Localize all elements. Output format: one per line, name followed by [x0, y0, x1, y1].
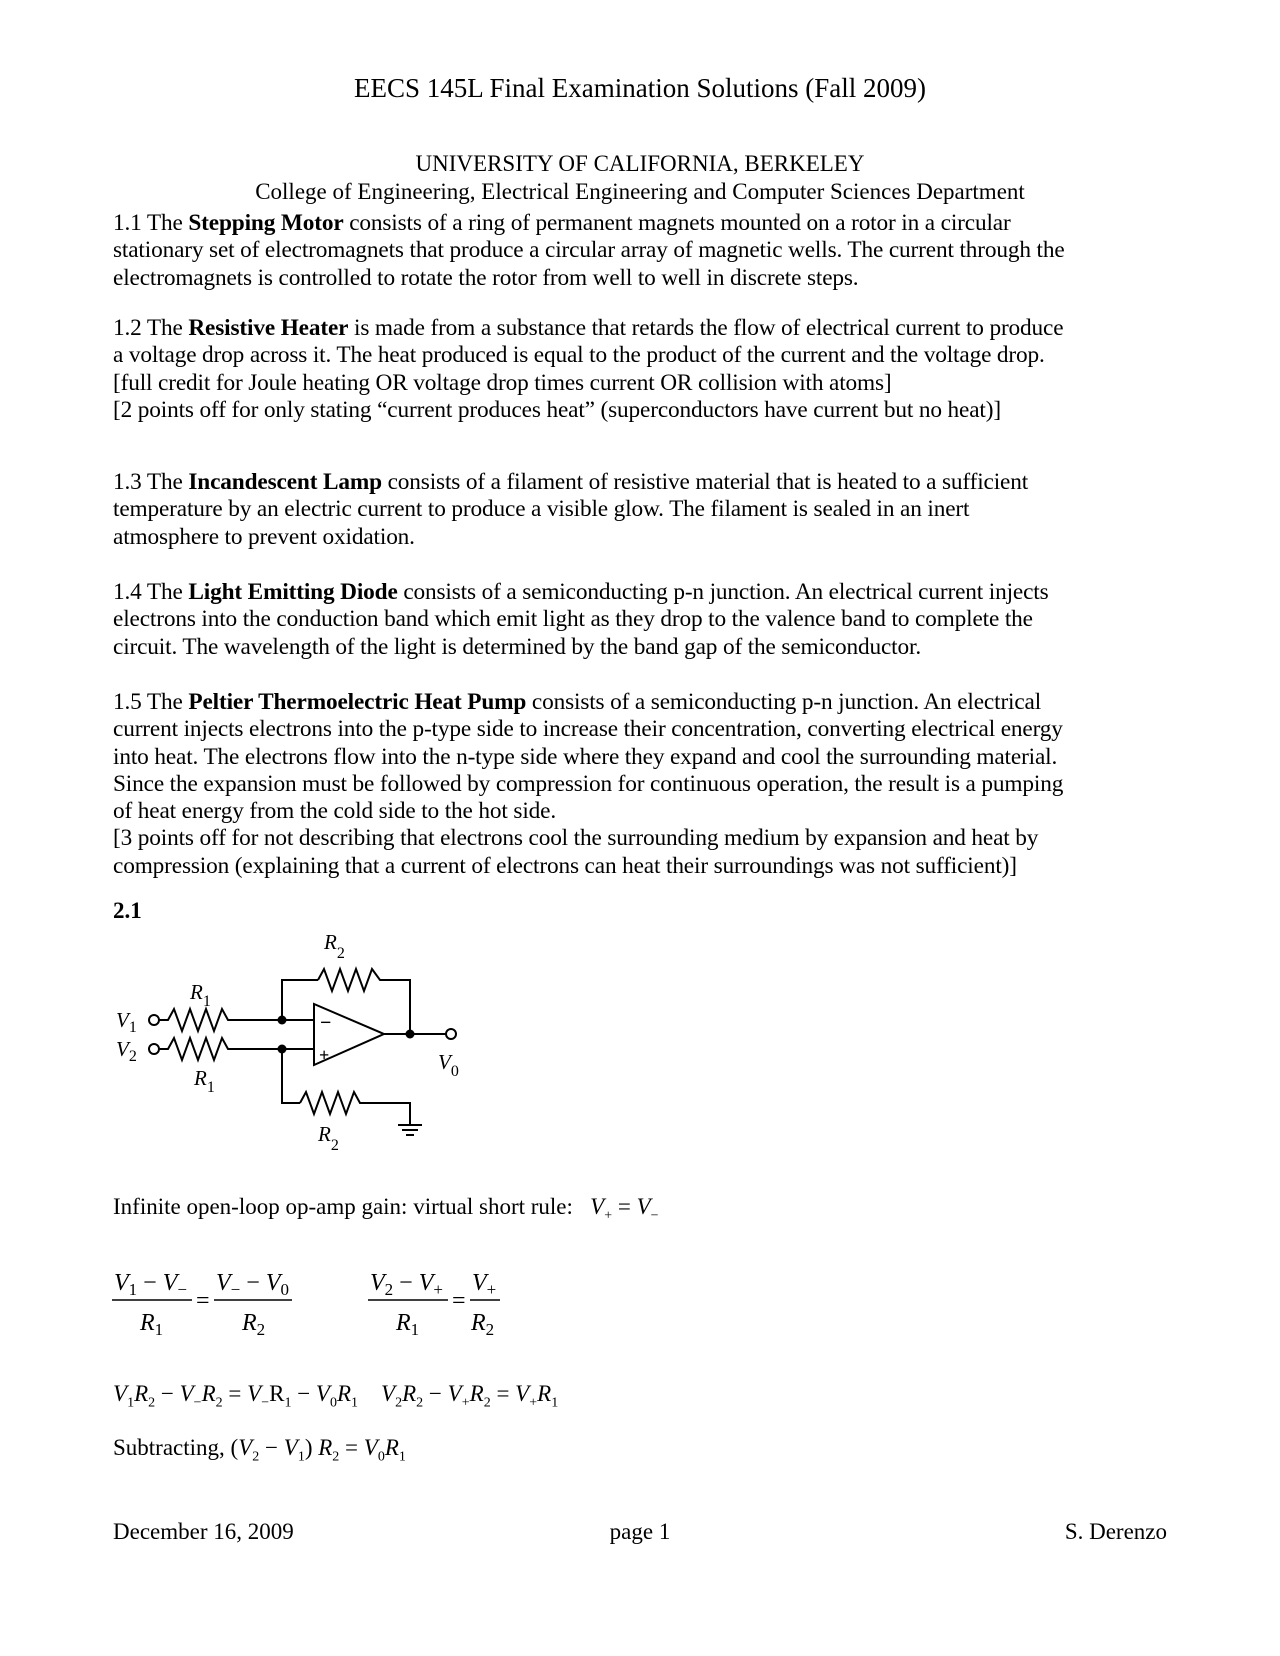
label-v0: $V_0$ — [438, 1050, 459, 1080]
section-line: electrons into the conduction band which emit light as they drop to the valence band to complete the — [113, 606, 1033, 633]
svg-text:V2 − V+: $V_2 - V_+$ — [370, 1270, 443, 1299]
label-r1-top: $R_1$ — [190, 980, 211, 1010]
footer-date: December 16, 2009 — [113, 1519, 294, 1544]
college-name: College of Engineering, Electrical Engineering and Computer Sciences Department — [255, 179, 1025, 204]
section-line: [2 points off for only stating “current produces heat” (superconductors have current but no heat)] — [113, 396, 1001, 423]
label-v2: $V_2$ — [116, 1037, 137, 1065]
section-number: 1.5 The — [113, 689, 189, 715]
section-line: consists of a semiconducting p-n junction. An electrical current injects — [397, 579, 1049, 605]
section-line: consists of a ring of permanent magnets mounted on a rotor in a circular — [343, 210, 1011, 236]
fraction-equations — [108, 1258, 548, 1348]
junction-dot-noninverting — [278, 1045, 287, 1054]
label-r1-bottom: $R_1$ — [194, 1066, 215, 1096]
footer-author: S. Derenzo — [1064, 1519, 1167, 1544]
section-line: electromagnets is controlled to rotate the rotor from well to well in discrete steps. — [113, 264, 859, 291]
fraction-a — [112, 1270, 192, 1339]
subtracting-result: Subtracting, $(V_2 - V_1) R_2 = V_0R_1$ — [113, 1435, 406, 1465]
section-number: 1.4 The — [113, 579, 189, 605]
ground-wire-left — [282, 1049, 300, 1103]
problem-heading: 2.1 — [113, 898, 142, 923]
svg-text:V+: $V_+$ — [472, 1270, 497, 1299]
op-amp-minus-sign: − — [320, 1012, 332, 1034]
equals-a: = — [196, 1288, 210, 1314]
section-term: Incandescent Lamp — [188, 469, 382, 495]
section-line: stationary set of electromagnets that produce a circular array of magnetic wells. The current through the — [113, 237, 1065, 264]
fraction-d — [470, 1270, 500, 1339]
section-line: of heat energy from the cold side to the hot side. — [113, 798, 557, 825]
equals-c: = — [452, 1288, 466, 1314]
university-name: UNIVERSITY OF CALIFORNIA, BERKELEY — [415, 151, 865, 176]
section-term: Stepping Motor — [188, 210, 344, 236]
section-line: Since the expansion must be followed by compression for continuous operation, the result is a pumping — [113, 770, 1064, 797]
fraction-c — [368, 1270, 448, 1339]
junction-dot-output — [406, 1030, 415, 1039]
v-minus-sub: − — [650, 1208, 659, 1224]
section-term: Peltier Thermoelectric Heat Pump — [188, 689, 527, 715]
institution-block — [0, 150, 1280, 206]
section-line: [full credit for Joule heating OR voltage drop times current OR collision with atoms] — [113, 369, 892, 396]
section-line: compression (explaining that a current of electrons can heat their surroundings was not sufficient)] — [113, 852, 1017, 879]
section-term: Light Emitting Diode — [188, 579, 398, 605]
section-line: current injects electrons into the p-type side to increase their concentration, converting electrical energy — [113, 716, 1063, 743]
section-line: is made from a substance that retards the flow of electrical current to produce — [348, 315, 1064, 341]
section-line: consists of a semiconducting p-n junction. An electrical — [526, 689, 1042, 715]
section-line: temperature by an electric current to produce a visible glow. The filament is sealed in an inert — [113, 496, 970, 523]
feedback-wire-left — [282, 980, 318, 1020]
virtual-short-text: Infinite open-loop op-amp gain: virtual short rule: — [113, 1194, 573, 1219]
svg-text:R1: $R_1$ — [396, 1310, 420, 1339]
label-r2-bottom: $R_2$ — [318, 1122, 339, 1154]
virtual-short-rule — [113, 1193, 659, 1231]
v1-terminal — [149, 1015, 159, 1025]
v-minus: V — [636, 1194, 651, 1219]
document-title: EECS 145L Final Examination Solutions (Fall 2009) — [354, 73, 926, 103]
expanded-eq-1: $V_1R_2 - V_-R_2 = V_-R_1 - V_0R_1$ — [113, 1381, 359, 1411]
section-line: into heat. The electrons flow into the n-type side where they expand and cool the surrounding material. — [113, 743, 1058, 770]
v-plus-sub: + — [604, 1208, 613, 1224]
op-amp-plus-sign: + — [319, 1045, 330, 1065]
section-line: circuit. The wavelength of the light is determined by the band gap of the semiconductor. — [113, 633, 922, 660]
svg-text:R2: $R_2$ — [242, 1310, 266, 1339]
label-r2-top: $R_2$ — [324, 930, 345, 962]
op-amp-circuit-diagram — [108, 925, 459, 1175]
expanded-eq-2: $V_2R_2 - V_+R_2 = V_+R_1$ — [381, 1381, 559, 1411]
svg-text:R1: $R_1$ — [140, 1310, 164, 1339]
fraction-b — [214, 1270, 292, 1339]
section-1-3 — [113, 469, 1173, 551]
subtracting-label: Subtracting, ( — [113, 1435, 239, 1460]
r1-bottom-resistor — [159, 1038, 282, 1060]
svg-text:V1 − V−: $V_1 - V_-$ — [114, 1270, 187, 1299]
junction-dot-inverting — [278, 1016, 287, 1025]
r1-top-resistor — [159, 1009, 282, 1031]
label-v1: $V_1$ — [116, 1008, 137, 1036]
r2-ground-resistor — [300, 1092, 410, 1125]
section-1-2 — [113, 315, 1173, 424]
svg-text:V− − V0: $V_- - V_0$ — [216, 1270, 289, 1299]
footer-page-number: page 1 — [609, 1519, 671, 1544]
section-line: consists of a filament of resistive material that is heated to a sufficient — [381, 469, 1029, 495]
v-plus: V — [590, 1194, 605, 1219]
section-line: [3 points off for not describing that electrons cool the surrounding medium by expansion and heat by — [113, 825, 1039, 852]
section-number: 1.3 The — [113, 469, 189, 495]
section-1-5 — [113, 689, 1173, 880]
section-1-1 — [113, 210, 1173, 292]
v0-terminal — [446, 1029, 456, 1039]
v2-terminal — [149, 1044, 159, 1054]
section-line: a voltage drop across it. The heat produced is equal to the product of the current and the voltage drop. — [113, 342, 1045, 369]
section-number: 1.1 The — [113, 210, 189, 236]
svg-text:R2: $R_2$ — [471, 1310, 495, 1339]
section-term: Resistive Heater — [188, 315, 349, 341]
expanded-equations — [113, 1380, 558, 1418]
equals-sign: = — [612, 1194, 637, 1219]
section-number: 1.2 The — [113, 315, 189, 341]
section-line: atmosphere to prevent oxidation. — [113, 523, 415, 550]
section-1-4 — [113, 579, 1173, 661]
